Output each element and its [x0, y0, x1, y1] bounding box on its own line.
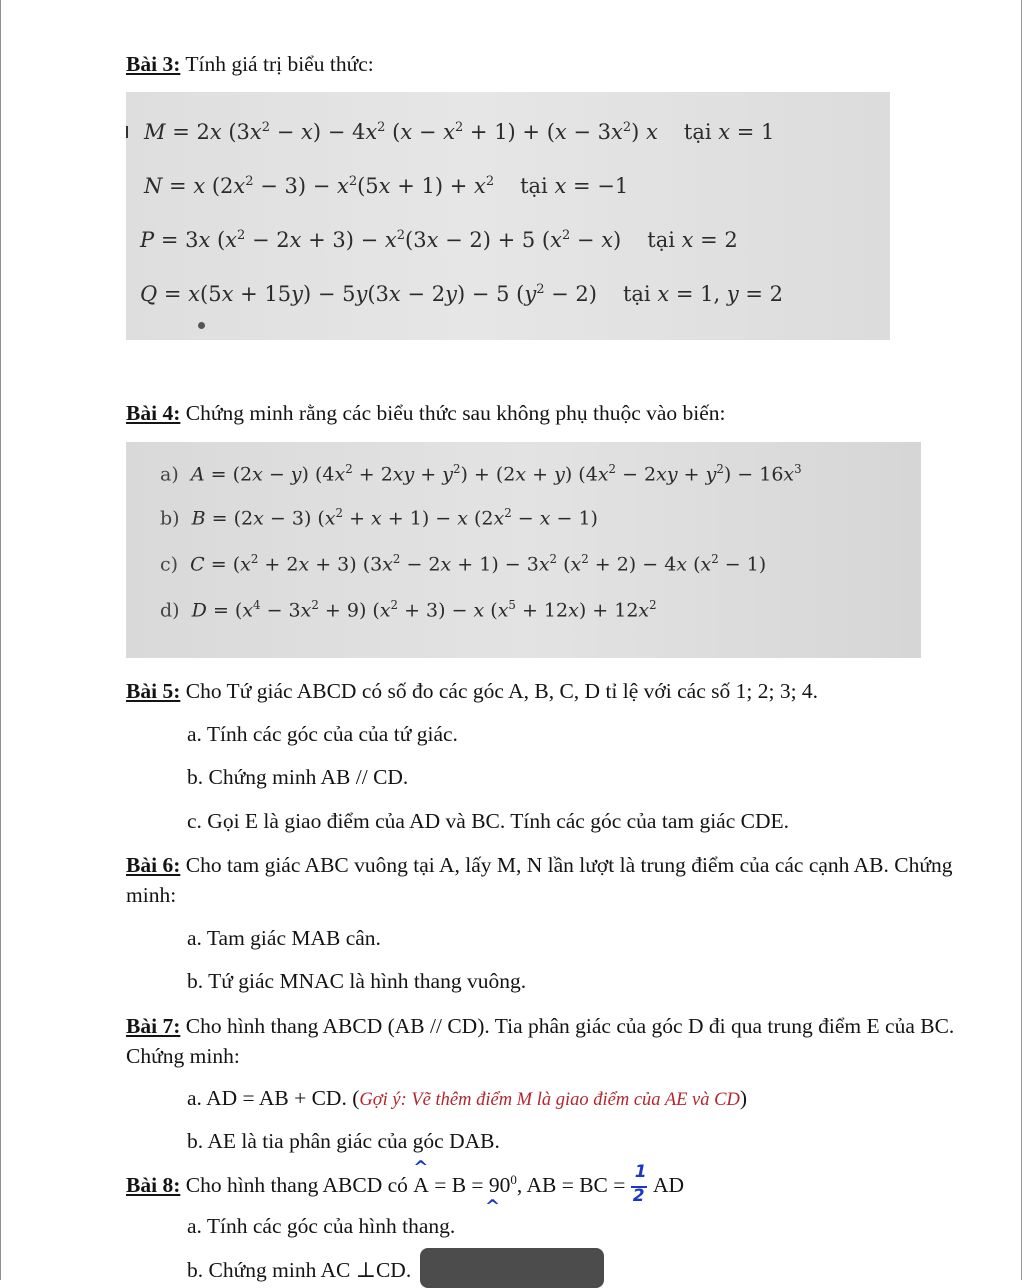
bai4-eq-d: d) $D = (x^4 - 3x^2 + 9) (x^2 + 3) - x$ $(x^5 + 12x) + 12x^2$ — [160, 598, 657, 622]
bai6-item-a: a. Tam giác MAB cân. — [187, 926, 381, 950]
angle-hat-mark-b: ^ — [485, 1196, 501, 1217]
bai8-heading — [126, 1157, 685, 1207]
bai6-label: Bài 6: — [126, 853, 181, 877]
bai7-label: Bài 7: — [126, 1014, 181, 1038]
bai4-title: Chứng minh rằng các biểu thức sau không phụ thuộc vào biến: — [180, 401, 726, 425]
bai8-text-4: AD — [648, 1173, 685, 1198]
bai3-label: Bài 3: — [126, 52, 181, 76]
bai8-item-b: b. Chứng minh AC ⊥CD. — [187, 1258, 412, 1282]
page-edge-right — [1021, 0, 1022, 1280]
angle-hat-mark: ^ — [413, 1157, 429, 1179]
fraction-denominator: 2 — [632, 1186, 645, 1207]
bai5-text: Cho Tứ giác ABCD có số đo các góc A, B, C, D tỉ lệ với các số 1; 2; 3; 4. — [180, 679, 819, 703]
bai4-eq-b: b) B = (2x − 3) $(x^2 + x + 1) - x$ $(2x^2 - x - 1)$ — [160, 506, 598, 530]
bai4-eq-c: c) $C = (x^2 + 2x + 3) (3x^2 - 2x + 1) - 3x^2$ $(x^2 + 2) - 4x$ $(x^2 - 1)$ — [160, 552, 767, 576]
bai8-degree: 0 — [510, 1172, 517, 1187]
bai3-eq-n: N = x $(2x^2 - 3) - x^2(5x + 1) + x^2$ tại x = −1 — [144, 174, 629, 198]
bai7-item-a — [187, 1086, 747, 1111]
bai8-angle-a: ^ A — [413, 1157, 429, 1198]
bai3-title: Tính giá trị biểu thức: — [180, 52, 374, 76]
bai8-label: Bài 8: — [126, 1173, 181, 1198]
page-edge-left — [0, 0, 1, 1280]
bai3-eq-q: Q = x(5x + 15y) − 5y(3x − 2y) − 5 $(y^2 - 2)$ tại x = 1, y = 2 — [140, 282, 784, 306]
bai7-item-a-text: a. AD = AB + CD. ( — [187, 1086, 360, 1110]
bai8-text-2: = B = 90 — [428, 1173, 511, 1198]
bai6-item-b: b. Tứ giác MNAC là hình thang vuông. — [187, 969, 527, 993]
bai6-text: Cho tam giác ABC vuông tại A, lấy M, N lần lượt là trung điểm của các cạnh AB. Chứng minh: — [126, 853, 953, 907]
bai7-hint: Gợi ý: Vẽ thêm điểm M là giao điểm của AE và CD — [359, 1090, 740, 1110]
bai8-handwritten-fraction — [631, 1162, 649, 1207]
bai3-equation-photo — [126, 92, 890, 340]
bai7-item-b: b. AE là tia phân giác của góc DAB. — [187, 1129, 500, 1153]
bai8-item-a: a. Tính các góc của hình thang. — [187, 1214, 456, 1238]
bai7-paragraph — [126, 1011, 956, 1071]
bai3-eq-m: M = 2x $(3x^2 - x) - 4x^2$ $(x - x^2 + 1) + (x - 3x^2)$ x tại x = 1 — [144, 120, 775, 144]
bai5-item-b: b. Chứng minh AB // CD. — [187, 765, 409, 789]
photo-speck — [198, 322, 205, 329]
bai5-item-c: c. Gọi E là giao điểm của AD và BC. Tính các góc của tam giác CDE. — [187, 809, 790, 833]
bai8-text-3: , AB = BC = — [516, 1173, 631, 1198]
bai8-text-1: Cho hình thang ABCD có — [180, 1173, 414, 1198]
bai4-eq-a: a) A = (2x − y) $(4x^2 + 2xy + y^2) + (2x + y) (4x^2 - 2xy + y^2) - 16x^3$ — [160, 462, 802, 486]
photo-mark — [126, 126, 128, 138]
bai3-heading — [126, 52, 374, 78]
bai3-eq-p: P = 3x $(x^2 - 2x + 3) - x^2(3x - 2) + 5$ $(x^2 - x)$ tại x = 2 — [140, 228, 738, 252]
bai6-paragraph — [126, 850, 956, 910]
bai4-heading — [126, 401, 726, 427]
bai7-item-a-close: ) — [739, 1086, 748, 1110]
bai4-label: Bài 4: — [126, 401, 181, 425]
bai5-label: Bài 5: — [126, 679, 181, 703]
bai5-item-a: a. Tính các góc của của tứ giác. — [187, 722, 458, 746]
fraction-numerator: 1 — [634, 1162, 647, 1183]
viewer-overlay-bar[interactable] — [420, 1248, 604, 1288]
bai5-heading — [126, 679, 818, 705]
bai4-equation-photo — [126, 442, 921, 658]
bai7-text: Cho hình thang ABCD (AB // CD). Tia phân giác của góc D đi qua trung điểm E của BC. Chứng minh: — [126, 1014, 955, 1068]
